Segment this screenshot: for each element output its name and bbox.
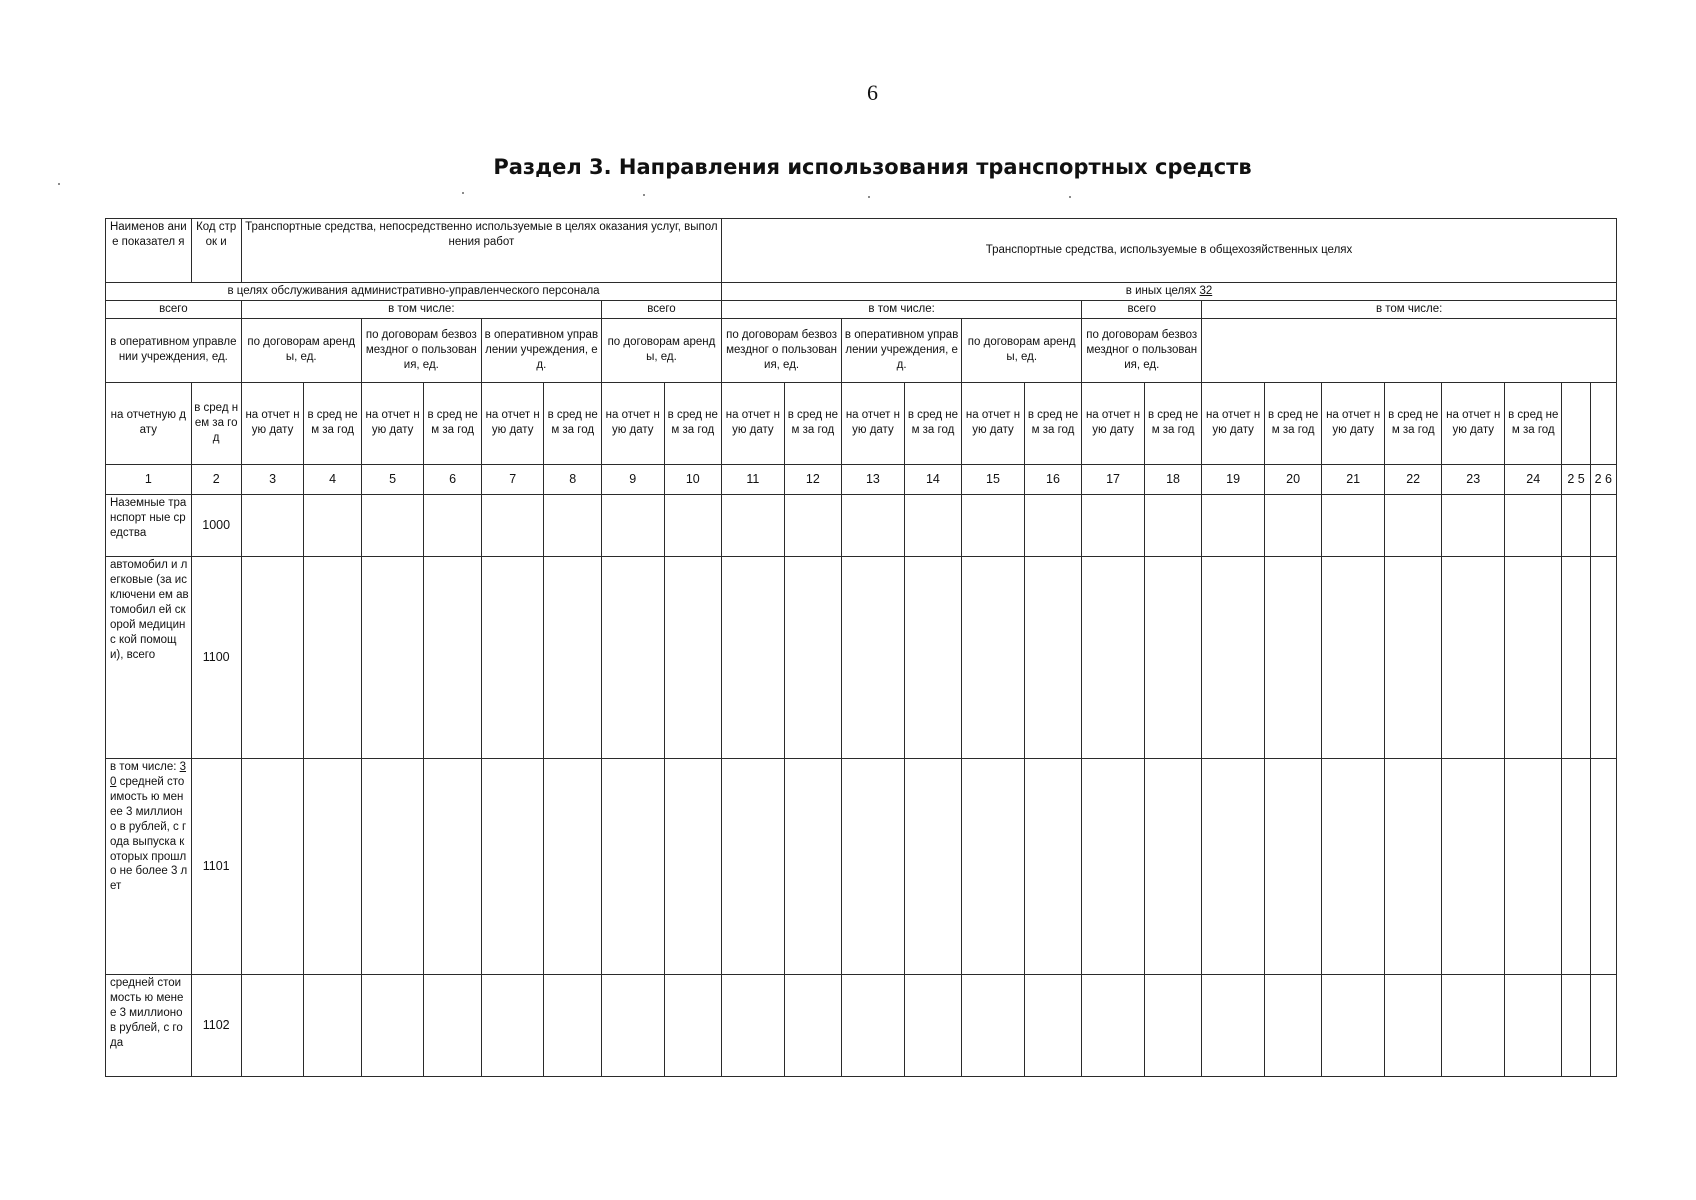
data-cell[interactable] bbox=[962, 974, 1025, 1076]
data-cell[interactable] bbox=[1442, 974, 1505, 1076]
column-number-row bbox=[106, 464, 1617, 494]
column-number: 24 bbox=[1505, 464, 1562, 494]
data-cell[interactable] bbox=[601, 494, 664, 556]
header-row-2 bbox=[106, 283, 1617, 301]
reporting-date-header: на отчет ную дату bbox=[1322, 382, 1385, 464]
operational-management-header: в оперативном управлении учреждения, ед. bbox=[481, 318, 601, 382]
data-cell[interactable] bbox=[1505, 494, 1562, 556]
column-number: 18 bbox=[1144, 464, 1201, 494]
data-cell[interactable] bbox=[1202, 758, 1265, 974]
data-cell[interactable] bbox=[1024, 758, 1081, 974]
data-cell[interactable] bbox=[1264, 974, 1321, 1076]
data-cell[interactable] bbox=[1322, 556, 1385, 758]
data-cell[interactable] bbox=[241, 974, 304, 1076]
data-cell[interactable] bbox=[904, 494, 961, 556]
table-row bbox=[106, 974, 1617, 1076]
reporting-date-header: на отчет ную дату bbox=[481, 382, 544, 464]
data-cell[interactable] bbox=[1202, 974, 1265, 1076]
row-name-prefix: в том числе: bbox=[110, 760, 177, 773]
reporting-date-header: на отчет ную дату bbox=[601, 382, 664, 464]
data-cell[interactable] bbox=[361, 556, 424, 758]
scan-speck bbox=[643, 194, 645, 196]
data-cell[interactable] bbox=[664, 974, 721, 1076]
empty-header-cell bbox=[1202, 318, 1617, 382]
data-cell[interactable] bbox=[424, 758, 481, 974]
annual-average-header: в сред нем за год bbox=[1144, 382, 1201, 464]
data-cell[interactable] bbox=[1322, 974, 1385, 1076]
header-row-1 bbox=[106, 219, 1617, 283]
general-use-header: Транспортные средства, используемые в общехозяйственных целях bbox=[722, 219, 1617, 283]
total-header: всего bbox=[601, 300, 721, 318]
data-cell[interactable] bbox=[1442, 758, 1505, 974]
data-cell[interactable] bbox=[1082, 556, 1145, 758]
data-cell[interactable] bbox=[241, 758, 304, 974]
data-cell[interactable] bbox=[722, 556, 785, 758]
row-name bbox=[106, 758, 192, 974]
data-cell[interactable] bbox=[481, 758, 544, 974]
data-cell[interactable] bbox=[904, 974, 961, 1076]
data-cell[interactable] bbox=[962, 758, 1025, 974]
annual-average-header: в сред нем за год bbox=[904, 382, 961, 464]
data-cell[interactable] bbox=[1505, 556, 1562, 758]
data-cell[interactable] bbox=[544, 974, 601, 1076]
data-cell[interactable] bbox=[1202, 494, 1265, 556]
data-cell[interactable] bbox=[784, 974, 841, 1076]
data-cell[interactable] bbox=[904, 758, 961, 974]
annual-average-header: в сред нем за год bbox=[544, 382, 601, 464]
other-purposes-label: в иных целях bbox=[1125, 285, 1197, 297]
data-cell[interactable] bbox=[601, 974, 664, 1076]
data-cell[interactable] bbox=[1144, 494, 1201, 556]
other-purposes-header bbox=[722, 283, 1617, 301]
scan-speck bbox=[462, 192, 464, 194]
data-cell[interactable] bbox=[1024, 556, 1081, 758]
data-cell[interactable] bbox=[1384, 758, 1441, 974]
column-number: 16 bbox=[1024, 464, 1081, 494]
data-cell[interactable] bbox=[1202, 556, 1265, 758]
data-cell[interactable] bbox=[1590, 758, 1616, 974]
data-cell[interactable] bbox=[361, 494, 424, 556]
lease-header: по договорам аренды, ед. bbox=[962, 318, 1082, 382]
data-cell[interactable] bbox=[424, 556, 481, 758]
annual-average-header: в сред нем за год bbox=[1264, 382, 1321, 464]
data-cell[interactable] bbox=[1322, 758, 1385, 974]
data-cell[interactable] bbox=[722, 494, 785, 556]
free-use-header: по договорам безвозмездног о пользования, ед. bbox=[722, 318, 842, 382]
reporting-date-header: на отчет ную дату bbox=[241, 382, 304, 464]
annual-average-header: в сред нем за год bbox=[191, 382, 241, 464]
data-cell[interactable] bbox=[424, 494, 481, 556]
data-cell[interactable] bbox=[304, 556, 361, 758]
column-number: 3 bbox=[241, 464, 304, 494]
row-name: автомобил и легковые (за исключени ем автомобил ей скорой медицинс кой помощи), всего bbox=[106, 556, 192, 758]
data-cell[interactable] bbox=[1082, 758, 1145, 974]
column-number: 21 bbox=[1322, 464, 1385, 494]
data-cell[interactable] bbox=[1144, 758, 1201, 974]
data-cell[interactable] bbox=[1562, 758, 1590, 974]
data-cell[interactable] bbox=[664, 556, 721, 758]
annual-average-header: в сред нем за год bbox=[304, 382, 361, 464]
annual-average-header: в сред нем за год bbox=[1505, 382, 1562, 464]
row-name-text: средней стоимость ю менее 3 миллионо в рублей, с года выпуска которых прошло не более 3 лет bbox=[110, 775, 188, 893]
data-cell[interactable] bbox=[481, 494, 544, 556]
data-cell[interactable] bbox=[1384, 494, 1441, 556]
table-row bbox=[106, 556, 1617, 758]
total-header: всего bbox=[106, 300, 242, 318]
data-cell[interactable] bbox=[1264, 494, 1321, 556]
annual-average-header: в сред нем за год bbox=[784, 382, 841, 464]
data-cell[interactable] bbox=[1590, 556, 1616, 758]
header-row-4 bbox=[106, 318, 1617, 382]
including-header: в том числе: bbox=[1202, 300, 1617, 318]
row-name: Наземные транспорт ные средства bbox=[106, 494, 192, 556]
data-cell[interactable] bbox=[1442, 494, 1505, 556]
data-cell[interactable] bbox=[722, 974, 785, 1076]
column-number: 13 bbox=[842, 464, 905, 494]
reporting-date-header: на отчет ную дату bbox=[1082, 382, 1145, 464]
annual-average-header: в сред нем за год bbox=[1024, 382, 1081, 464]
free-use-header: по договорам безвозмездног о пользования, ед. bbox=[1082, 318, 1202, 382]
free-use-header: по договорам безвозмездног о пользования, ед. bbox=[361, 318, 481, 382]
column-number: 8 bbox=[544, 464, 601, 494]
header-row-3 bbox=[106, 300, 1617, 318]
column-number: 1 bbox=[106, 464, 192, 494]
indicator-name-header: Наименов ание показател я bbox=[106, 219, 192, 283]
data-cell[interactable] bbox=[544, 556, 601, 758]
data-cell[interactable] bbox=[1264, 758, 1321, 974]
data-cell[interactable] bbox=[1562, 556, 1590, 758]
operational-management-header: в оперативном управлении учреждения, ед. bbox=[106, 318, 242, 382]
data-cell[interactable] bbox=[1024, 494, 1081, 556]
scan-speck bbox=[58, 183, 60, 185]
data-cell[interactable] bbox=[842, 758, 905, 974]
data-cell[interactable] bbox=[784, 758, 841, 974]
data-cell[interactable] bbox=[784, 556, 841, 758]
data-cell[interactable] bbox=[304, 758, 361, 974]
data-cell[interactable] bbox=[962, 494, 1025, 556]
data-cell[interactable] bbox=[481, 556, 544, 758]
data-cell[interactable] bbox=[1082, 494, 1145, 556]
reporting-date-header: на отчет ную дату bbox=[842, 382, 905, 464]
column-number: 19 bbox=[1202, 464, 1265, 494]
scan-speck bbox=[1069, 196, 1071, 198]
data-cell[interactable] bbox=[544, 494, 601, 556]
reporting-date-header: на отчетную дату bbox=[106, 382, 192, 464]
data-cell[interactable] bbox=[664, 758, 721, 974]
data-cell[interactable] bbox=[1562, 974, 1590, 1076]
data-cell[interactable] bbox=[1144, 974, 1201, 1076]
column-number: 7 bbox=[481, 464, 544, 494]
including-header: в том числе: bbox=[722, 300, 1082, 318]
data-cell[interactable] bbox=[904, 556, 961, 758]
column-number: 4 bbox=[304, 464, 361, 494]
data-cell[interactable] bbox=[1082, 974, 1145, 1076]
row-code: 1102 bbox=[191, 974, 241, 1076]
data-cell[interactable] bbox=[481, 974, 544, 1076]
footnote-30: 30 bbox=[110, 760, 187, 788]
data-cell[interactable] bbox=[664, 494, 721, 556]
column-number: 10 bbox=[664, 464, 721, 494]
data-cell[interactable] bbox=[842, 494, 905, 556]
reporting-date-header: на отчет ную дату bbox=[962, 382, 1025, 464]
data-cell[interactable] bbox=[1590, 494, 1616, 556]
lease-header: по договорам аренды, ед. bbox=[241, 318, 361, 382]
data-cell[interactable] bbox=[1322, 494, 1385, 556]
data-cell[interactable] bbox=[1442, 556, 1505, 758]
data-cell[interactable] bbox=[601, 556, 664, 758]
data-cell[interactable] bbox=[722, 758, 785, 974]
row-code-header: Код строк и bbox=[191, 219, 241, 283]
data-cell[interactable] bbox=[601, 758, 664, 974]
data-cell[interactable] bbox=[304, 494, 361, 556]
empty-header-cell bbox=[1590, 382, 1616, 464]
reporting-date-header: на отчет ную дату bbox=[361, 382, 424, 464]
footnote-32: 32 bbox=[1199, 285, 1213, 297]
row-code: 1101 bbox=[191, 758, 241, 974]
row-code: 1000 bbox=[191, 494, 241, 556]
reporting-date-header: на отчет ную дату bbox=[722, 382, 785, 464]
column-number: 11 bbox=[722, 464, 785, 494]
column-number: 9 bbox=[601, 464, 664, 494]
data-cell[interactable] bbox=[1144, 556, 1201, 758]
page-number: 6 bbox=[867, 80, 878, 105]
data-cell[interactable] bbox=[1505, 758, 1562, 974]
data-cell[interactable] bbox=[962, 556, 1025, 758]
column-number: 15 bbox=[962, 464, 1025, 494]
column-number: 12 bbox=[784, 464, 841, 494]
lease-header: по договорам аренды, ед. bbox=[601, 318, 721, 382]
data-cell[interactable] bbox=[1590, 974, 1616, 1076]
data-cell[interactable] bbox=[361, 974, 424, 1076]
data-cell[interactable] bbox=[842, 974, 905, 1076]
data-cell[interactable] bbox=[544, 758, 601, 974]
column-number: 14 bbox=[904, 464, 961, 494]
header-row-5 bbox=[106, 382, 1617, 464]
data-cell[interactable] bbox=[784, 494, 841, 556]
column-number: 2 6 bbox=[1590, 464, 1616, 494]
data-cell[interactable] bbox=[1562, 494, 1590, 556]
data-cell[interactable] bbox=[241, 494, 304, 556]
row-code: 1100 bbox=[191, 556, 241, 758]
column-number: 22 bbox=[1384, 464, 1441, 494]
scan-speck bbox=[868, 196, 870, 198]
column-number: 23 bbox=[1442, 464, 1505, 494]
empty-header-cell bbox=[1562, 382, 1590, 464]
table-row bbox=[106, 494, 1617, 556]
data-cell[interactable] bbox=[241, 556, 304, 758]
data-cell[interactable] bbox=[424, 974, 481, 1076]
section-title: Раздел 3. Направления использования транспортных средств bbox=[493, 155, 1252, 179]
data-cell[interactable] bbox=[1264, 556, 1321, 758]
data-cell[interactable] bbox=[361, 758, 424, 974]
data-cell[interactable] bbox=[1384, 974, 1441, 1076]
column-number: 20 bbox=[1264, 464, 1321, 494]
data-cell[interactable] bbox=[1384, 556, 1441, 758]
table-row bbox=[106, 758, 1617, 974]
column-number: 2 bbox=[191, 464, 241, 494]
annual-average-header: в сред нем за год bbox=[664, 382, 721, 464]
reporting-date-header: на отчет ную дату bbox=[1202, 382, 1265, 464]
annual-average-header: в сред нем за год bbox=[424, 382, 481, 464]
direct-use-header: Транспортные средства, непосредственно используемые в целях оказания услуг, выполнения работ bbox=[241, 219, 721, 283]
annual-average-header: в сред нем за год bbox=[1384, 382, 1441, 464]
column-number: 2 5 bbox=[1562, 464, 1590, 494]
column-number: 6 bbox=[424, 464, 481, 494]
including-header: в том числе: bbox=[241, 300, 601, 318]
column-number: 5 bbox=[361, 464, 424, 494]
total-header: всего bbox=[1082, 300, 1202, 318]
row-name: средней стоимость ю менее 3 миллионо в рублей, с года bbox=[106, 974, 192, 1076]
admin-staff-header: в целях обслуживания административно-управленческого персонала bbox=[106, 283, 722, 301]
data-cell[interactable] bbox=[842, 556, 905, 758]
data-cell[interactable] bbox=[1505, 974, 1562, 1076]
data-cell[interactable] bbox=[304, 974, 361, 1076]
column-number: 17 bbox=[1082, 464, 1145, 494]
reporting-date-header: на отчет ную дату bbox=[1442, 382, 1505, 464]
operational-management-header: в оперативном управлении учреждения, ед. bbox=[842, 318, 962, 382]
transport-usage-table bbox=[105, 218, 1617, 1077]
data-cell[interactable] bbox=[1024, 974, 1081, 1076]
